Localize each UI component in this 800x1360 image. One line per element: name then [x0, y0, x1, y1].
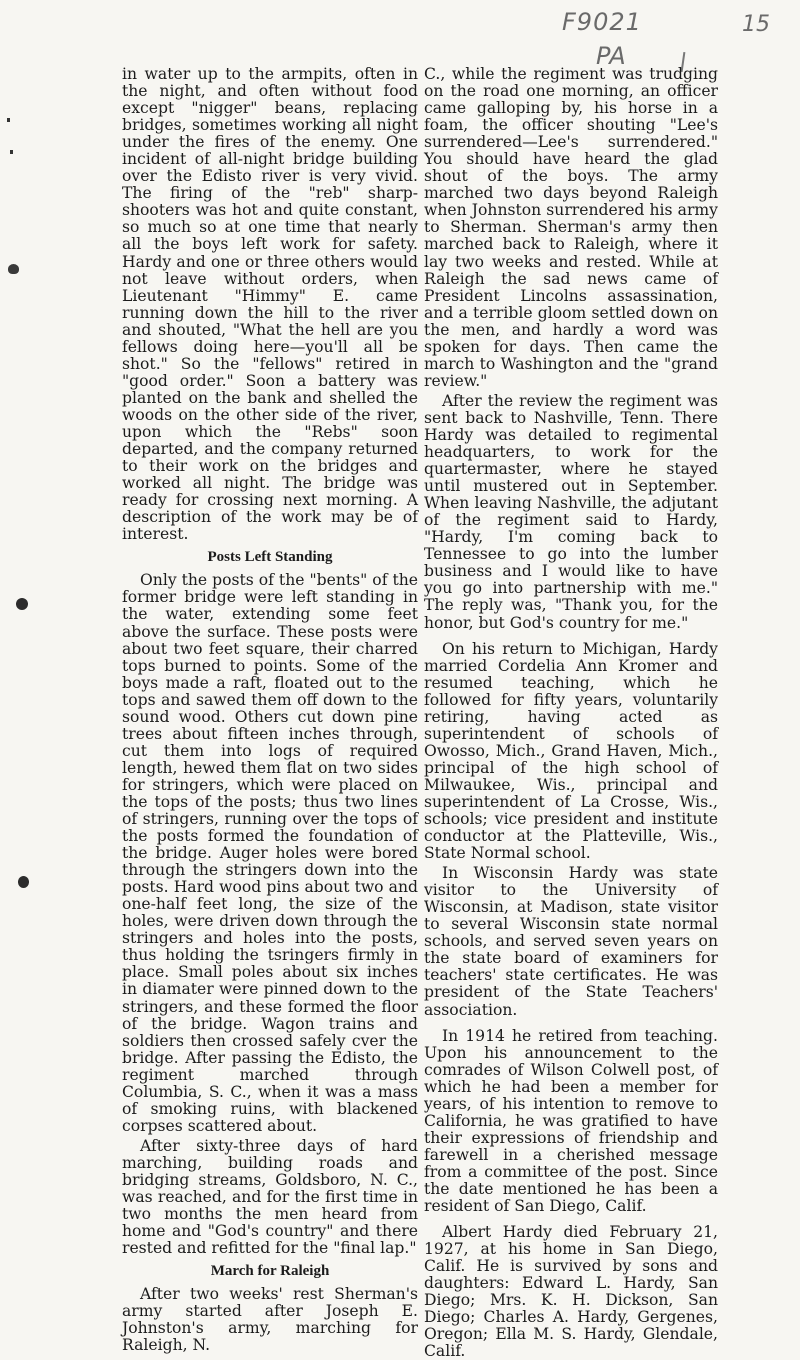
left-paragraph-bridge-building: in water up to the armpits, often in the night, and often without food except "nigger" beans, replacing bridges, sometimes working all night under the fires of the enemy. One incident of all-night bridge building over the Edisto river is very vivid. The firing of the "reb" sharp-shooters was hot and quite constant, so much so at one time that nearly all the boys left work for safety. Hardy and one or three others would not leave without orders, when Lieutenant "Himmy" E. came running down the hill to the river and shouted, "What the hell are you fellows doing here—you'll all be shot." So the "fellows" retired in "good order." Soon a battery was planted on the bank and shelled the woods on the other side of the river, upon which the "Rebs" soon departed, and the company returned to their work on the bridges and worked all night. The bridge was ready for crossing next morning. A description of the work may be of interest. — [122, 65, 418, 544]
heading-posts-left-standing: Posts Left Standing — [207, 549, 333, 566]
left-paragraph-march-start: After two weeks' rest Sherman's army started after Joseph E. Johnston's army, marching for Raleigh, N. — [122, 1285, 418, 1355]
margin-dot-2 — [10, 150, 13, 154]
page-number: 15 — [742, 12, 770, 37]
right-paragraph-obituary: Albert Hardy died February 21, 1927, at his home in San Diego, Calif. He is survived by sons and daughters: Edward L. Hardy, San Diego; Mrs. K. H. Dickson, San Diego; Charles A. Hardy, Gergenes, Oregon; Ella M. S. Hardy, Glendale, Calif. — [424, 1223, 718, 1360]
heading-march-for-raleigh: March for Raleigh — [210, 1263, 330, 1280]
left-paragraph-goldsboro: After sixty-three days of hard marching, building roads and bridging streams, Goldsboro, N. C., was reached, and for the first time in two months the men heard from home and "God's country" and there rested and refitted for the "final lap." — [122, 1136, 418, 1258]
right-paragraph-lee-surrender: C., while the regiment was trudging on the road one morning, an officer came galloping by, his horse in a foam, the officer shouting "Lee's surrendered—Lee's surrendered." You should have heard the glad shout of the boys. The army marched two days beyond Raleigh when Johnston surrendered his army to Sherman. Sherman's army then marched back to Raleigh, where it lay two weeks and rested. While at Raleigh the sad news came of President Lincolns assassination, and a terrible gloom settled down on the men, and hardly a word was spoken for days. Then came the march to Washington and the "grand review." — [424, 65, 718, 390]
right-paragraph-wisconsin: In Wisconsin Hardy was state visitor to the University of Wisconsin, at Madison, state visitor to several Wisconsin state normal schools, and served seven years on the state board of examiners for teachers' state certificates. He was president of the State Teachers' association. — [424, 864, 718, 1019]
left-text-column — [122, 66, 418, 1354]
margin-binding-mark-3 — [18, 876, 29, 888]
manuscript-code-annotation: F9021 — [562, 8, 642, 36]
margin-dot-1 — [7, 118, 10, 122]
right-paragraph-nashville: After the review the regiment was sent back to Nashville, Tenn. There Hardy was detailed to regimental headquarters, to work for the quartermaster, where he stayed until mustered out in September. When leaving Nashville, the adjutant of the regiment said to Hardy, "Hardy, I'm coming back to Tennessee to go into the lumber business and I would like to have you go into partnership with me." The reply was, "Thank you, for the honor, but God's country for me." — [424, 391, 718, 632]
state-abbreviation-annotation: PA — [596, 42, 626, 70]
right-text-column — [424, 66, 718, 1360]
right-paragraph-retirement: In 1914 he retired from teaching. Upon his announcement to the comrades of Wilson Colwell post, of which he had been a member for years, of his intention to remove to California, he was gratified to have their expressions of friendship and farewell in a cherished message from a committee of the post. Since the date mentioned he has been a resident of San Diego, Calif. — [424, 1026, 718, 1216]
margin-binding-mark-2 — [16, 598, 28, 610]
right-paragraph-teaching-career: On his return to Michigan, Hardy married Cordelia Ann Kromer and resumed teaching, which he followed for fifty years, voluntarily retiring, having acted as superintendent of schools of Owosso, Mich., Grand Haven, Mich., principal of the high school of Milwaukee, Wis., principal and superintendent of La Crosse, Wis., schools; vice president and institute conductor at the Platteville, Wis., State Normal school. — [424, 639, 718, 863]
margin-binding-mark-1 — [8, 264, 19, 274]
left-paragraph-bridge-construction: Only the posts of the "bents" of the former bridge were left standing in the water, extending some feet above the surface. These posts were about two feet square, their charred tops burned to points. Some of the boys made a raft, floated out to the tops and sawed them off down to the sound wood. Others cut down pine trees about fifteen inches through, cut them into logs of required length, hewed them flat on two sides for stringers, which were placed on the tops of the posts; thus two lines of stringers, running over the tops of the posts formed the foundation of the bridge. Auger holes were bored through the stringers down into the posts. Hard wood pins about two and one-half feet long, the size of the holes, were driven down through the stringers and holes into the posts, thus holding the tsringers firmly in place. Small poles about six inches in diamater were pinned down to the stringers, and these formed the floor of the bridge. Wagon trains and soldiers then crossed safely cver the bridge. After passing the Edisto, the regiment marched through Columbia, S. C., when it was a mass of smoking ruins, with blackened corpses scattered about. — [122, 571, 418, 1135]
